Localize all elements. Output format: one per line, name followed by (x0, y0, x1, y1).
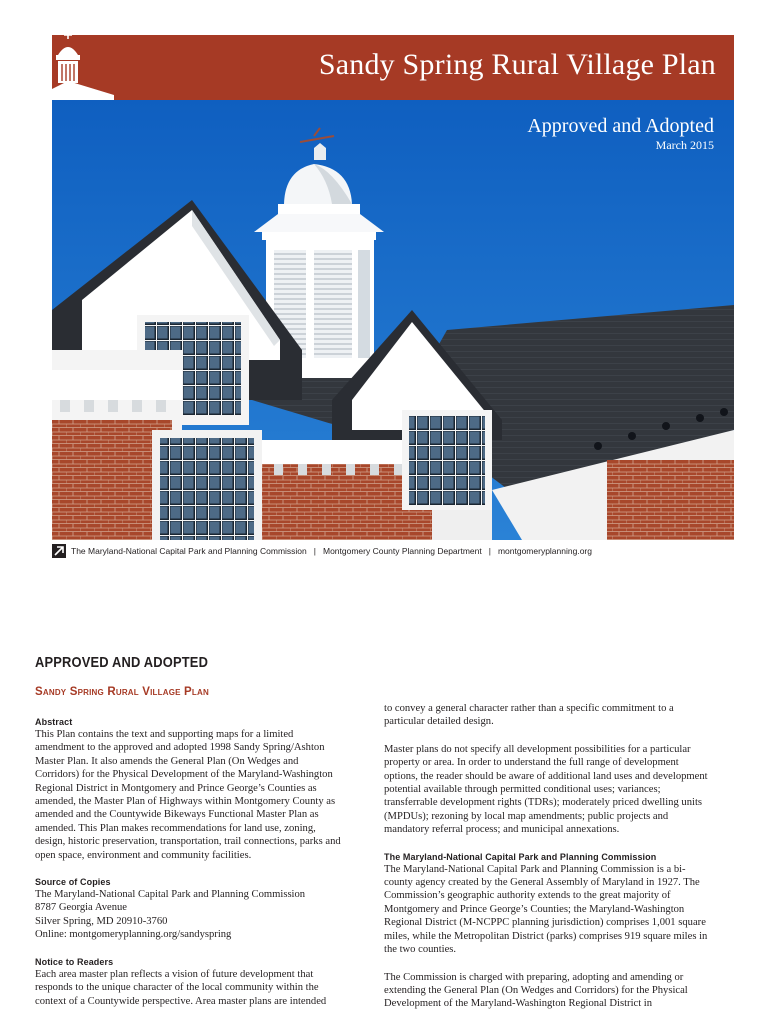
source-heading: Source of Copies (35, 877, 111, 888)
source-online-link[interactable]: Online: montgomeryplanning.org/sandyspring (35, 929, 232, 941)
credit-bar (52, 544, 742, 558)
credit-separator: | (313, 546, 316, 556)
abstract-heading: Abstract (35, 717, 73, 727)
commission-arrow-icon (52, 544, 66, 558)
master-plans-block (384, 743, 714, 837)
notice-block (35, 956, 345, 1008)
commission-block (384, 851, 714, 957)
source-organization: The Maryland-National Capital Park and Planning Commission (35, 889, 306, 901)
document-title: Sandy Spring Rural Village Plan (318, 48, 716, 81)
left-column (35, 716, 345, 1022)
source-block (35, 876, 345, 942)
charged-block (384, 971, 714, 1011)
continuation-block (384, 702, 714, 729)
adoption-status: Approved and Adopted (527, 115, 714, 137)
master-plans-text: Master plans do not specify all development possibilities for a particular property or area. In order to understand the full range of development options, the reader should be aware of additional land uses and development potential available through permitted conditional uses; variances; transferrable development rights (TDRs); moderately priced dwelling units (MPDUs); rezoning by local map amendments; public projects and mandatory referral process; and municipal annexations. (384, 743, 708, 836)
credit-department: Montgomery County Planning Department (322, 546, 482, 556)
continuation-text: to convey a general character rather than a specific commitment to a particular detailed design. (384, 703, 674, 728)
publication-date: March 2015 (655, 138, 714, 152)
abstract-block (35, 716, 345, 862)
source-city: Silver Spring, MD 20910-3760 (35, 915, 168, 927)
section-heading: APPROVED AND ADOPTED (35, 654, 209, 671)
credit-separator: | (488, 546, 491, 556)
cupola-logo-icon (52, 31, 114, 100)
right-column (384, 702, 714, 1025)
commission-heading: The Maryland-National Capital Park and Planning Commission (384, 851, 657, 862)
source-street: 8787 Georgia Avenue (35, 902, 127, 914)
plan-name-heading: Sandy Spring Rural Village Plan (35, 686, 209, 698)
notice-heading: Notice to Readers (35, 956, 114, 967)
credit-website-link[interactable]: montgomeryplanning.org (497, 546, 592, 556)
cover-photo (52, 100, 734, 540)
notice-text: Each area master plan reflects a vision of future development that responds to the unique character of the local community within the context of a Countywide perspective. Area master plans are intended (35, 968, 327, 1007)
building-illustration (52, 100, 734, 540)
title-banner (52, 35, 734, 100)
credit-commission: The Maryland-National Capital Park and Planning Commission (71, 546, 307, 556)
commission-text: The Maryland-National Capital Park and Planning Commission is a bi-county agency created by the General Assembly of Maryland in 1927. The Commission’s geographic authority extends to the great majority of Montgomery and Prince George’s Counties; the Maryland-Washington Regional District (M-NCPPC planning jurisdiction) comprises 1,001 square miles, while the Metropolitan District (parks) comprises 919 square miles in the two counties. (384, 863, 708, 956)
charged-text: The Commission is charged with preparing, adopting and amending or extending the General Plan (On Wedges and Corridors) for the Physical Development of the Maryland-Washington Regional District in (384, 971, 688, 1010)
abstract-text: This Plan contains the text and supporting maps for a limited amendment to the approved and adopted 1998 Sandy Spring/Ashton Master Plan. It also amends the General Plan (On Wedges and Corridors) for the Physical Development of the Maryland-Washington Regional District in Montgomery and Prince George’s Counties as amended, the Master Plan of Highways within Montgomery County as amended and the Countywide Bikeways Functional Master Plan as amended. This Plan makes recommendations for land use, zoning, design, historic preservation, transportation, trail connections, parks and open space, environment and community facilities. (35, 729, 341, 861)
